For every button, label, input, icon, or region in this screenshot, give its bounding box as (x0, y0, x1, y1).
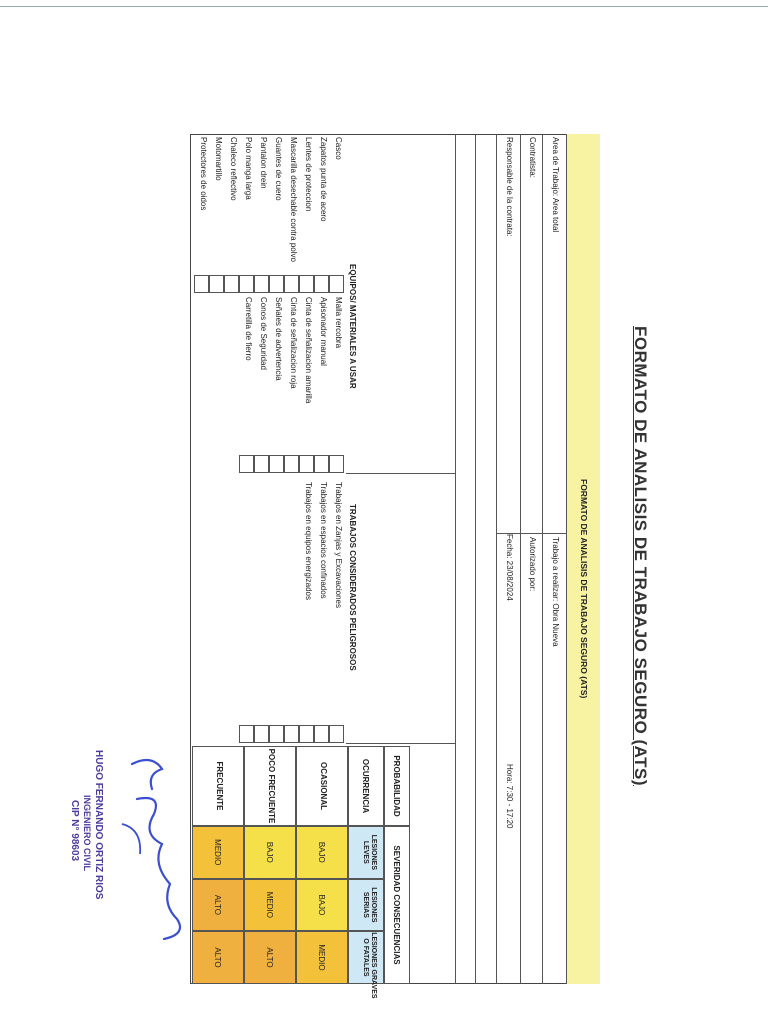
equipos-checkboxes-1 (190, 274, 345, 294)
contratista-label: Contratista: (528, 137, 537, 178)
equipo-item: Pantalon drein (259, 137, 268, 189)
autorizado-row (520, 534, 542, 984)
checkbox[interactable] (254, 725, 269, 743)
checkbox[interactable] (299, 455, 314, 473)
equipos-heading (346, 134, 456, 474)
page-top-rule (0, 6, 768, 7)
form-banner (566, 134, 600, 984)
checkbox[interactable] (314, 725, 329, 743)
trabajos-heading (346, 474, 456, 744)
trabajo-item: Trabajos en equipos energizados (304, 482, 313, 601)
trabajo-row (542, 534, 566, 984)
checkbox[interactable] (329, 725, 344, 743)
equipo-item: Guantes de cuero (274, 137, 283, 201)
responsable-label: Responsable de la contrata: (505, 137, 514, 237)
equipo-item: Cinta de señalizacion amarilla (304, 297, 313, 404)
responsable-row (496, 134, 520, 534)
column-header-bottom: O FATALES (362, 938, 370, 977)
equipo-item: Cinta de señalizacion roja (289, 297, 298, 389)
trabajo-item: Trabajos en espacios confinados (319, 482, 328, 599)
matrix-ocurrencia-header (348, 746, 384, 826)
equipo-item: Apisonador manual (319, 297, 328, 366)
risk-cell: MEDIO (296, 931, 348, 984)
checkbox[interactable] (329, 275, 344, 293)
equipo-item: Motomartillo (214, 137, 223, 181)
checkbox[interactable] (194, 275, 209, 293)
checkbox[interactable] (254, 455, 269, 473)
ats-form-sheet (190, 134, 650, 999)
equipos-checkboxes-2 (190, 454, 345, 474)
checkbox[interactable] (239, 725, 254, 743)
equipo-item: Zapatos punta de acero (319, 137, 328, 222)
trabajos-heading-text: TRABAJOS CONSIDERADOS PELIGROSOS (348, 504, 357, 671)
ats-form-rotated (190, 134, 650, 999)
risk-cell: ALTO (244, 931, 296, 984)
risk-cell: ALTO (192, 879, 244, 932)
equipo-item: Conos de Seguridad (259, 297, 268, 370)
matrix-row-label: FRECUENTE (192, 746, 244, 826)
area-label: Area de Trabajo: Area total (551, 137, 560, 233)
checkbox[interactable] (284, 455, 299, 473)
column-header-top: LESIONES (370, 834, 377, 870)
risk-cell: MEDIO (244, 879, 296, 932)
checkbox[interactable] (269, 455, 284, 473)
risk-cell: BAJO (296, 826, 348, 879)
contratista-row (520, 134, 542, 534)
signature-image (92, 744, 202, 944)
checkbox[interactable] (254, 275, 269, 293)
risk-cell: BAJO (296, 879, 348, 932)
equipo-item: Señales de advertencia (274, 297, 283, 381)
trabajos-list (190, 479, 345, 724)
severidad-text: SEVERIDAD CONSECUENCIAS (392, 845, 401, 965)
checkbox[interactable] (269, 725, 284, 743)
equipo-item: Malla rercobra (334, 297, 343, 349)
matrix-column-header (348, 826, 384, 879)
checkbox[interactable] (284, 275, 299, 293)
risk-cell: MEDIO (192, 826, 244, 879)
checkbox[interactable] (299, 275, 314, 293)
fecha-row (496, 534, 520, 984)
trabajos-checkboxes (190, 724, 345, 744)
risk-cell: BAJO (244, 826, 296, 879)
autorizado-label: Autorizado por: (528, 537, 537, 592)
equipos-heading-text: EQUIPOS/ MATERIALES A USAR (348, 264, 357, 389)
equipo-item: Mascarilla desechable contra polvo (289, 137, 298, 262)
equipos-list-2 (190, 294, 345, 454)
equipos-list-1 (190, 134, 345, 274)
risk-matrix (190, 746, 410, 999)
checkbox[interactable] (269, 275, 284, 293)
ocurrencia-text: OCURRENCIA (361, 758, 370, 814)
stamp-line-2: INGENIERO CIVIL (82, 795, 92, 872)
trabajo-item: Trabajos en Zanjas y Excavaciones (334, 482, 343, 608)
checkbox[interactable] (329, 455, 344, 473)
checkbox[interactable] (314, 275, 329, 293)
probabilidad-text: PROBABILIDAD (392, 755, 401, 817)
matrix-row-label: POCO FRECUENTE (244, 746, 296, 826)
matrix-column-header (348, 879, 384, 932)
hora-label: Hora: 7:30 - 17:20 (505, 764, 514, 829)
checkbox[interactable] (284, 725, 299, 743)
matrix-severidad-header (384, 826, 410, 984)
trabajo-label: Trabajo a realizar: Obra Nueva (551, 537, 560, 647)
column-header-top: LESIONES (370, 887, 377, 923)
stamp-line-1: HUGO FERNANDO ORTIZ RIOS (93, 750, 104, 900)
equipo-item: Lentes de proteccion (304, 137, 313, 212)
page-title: FORMATO DE ANALISIS DE TRABAJO SEGURO (ATS) (631, 326, 650, 787)
checkbox[interactable] (209, 275, 224, 293)
equipo-item: Casco (334, 137, 343, 160)
form-banner-text: FORMATO DE ANALISIS DE TRABAJO SEGURO (ATS) (579, 479, 589, 699)
column-header-top: LESIONES GRAVES (370, 932, 377, 999)
matrix-row-label: OCASIONAL (296, 746, 348, 826)
checkbox[interactable] (224, 275, 239, 293)
column-header-bottom: LEVES (362, 840, 370, 864)
equipo-item: Chaleco reflectivo (229, 137, 238, 201)
area-row (542, 134, 566, 534)
equipo-item: Carretilla de fierro (244, 297, 253, 361)
matrix-column-header (348, 931, 384, 999)
risk-cell: ALTO (192, 931, 244, 984)
column-header-bottom: SERIAS (362, 891, 370, 918)
checkbox[interactable] (239, 275, 254, 293)
matrix-probabilidad-header (384, 746, 410, 826)
stamp-line-3: CIP N° 98603 (69, 800, 80, 862)
fecha-label: Fecha: 23/08/2024 (505, 534, 514, 601)
checkbox[interactable] (299, 725, 314, 743)
equipo-item: Polo manga larga (244, 137, 253, 200)
checkbox[interactable] (314, 455, 329, 473)
spacer-rule-1 (475, 134, 476, 984)
checkbox[interactable] (239, 455, 254, 473)
equipo-item: Protectores de oidos (199, 137, 208, 211)
